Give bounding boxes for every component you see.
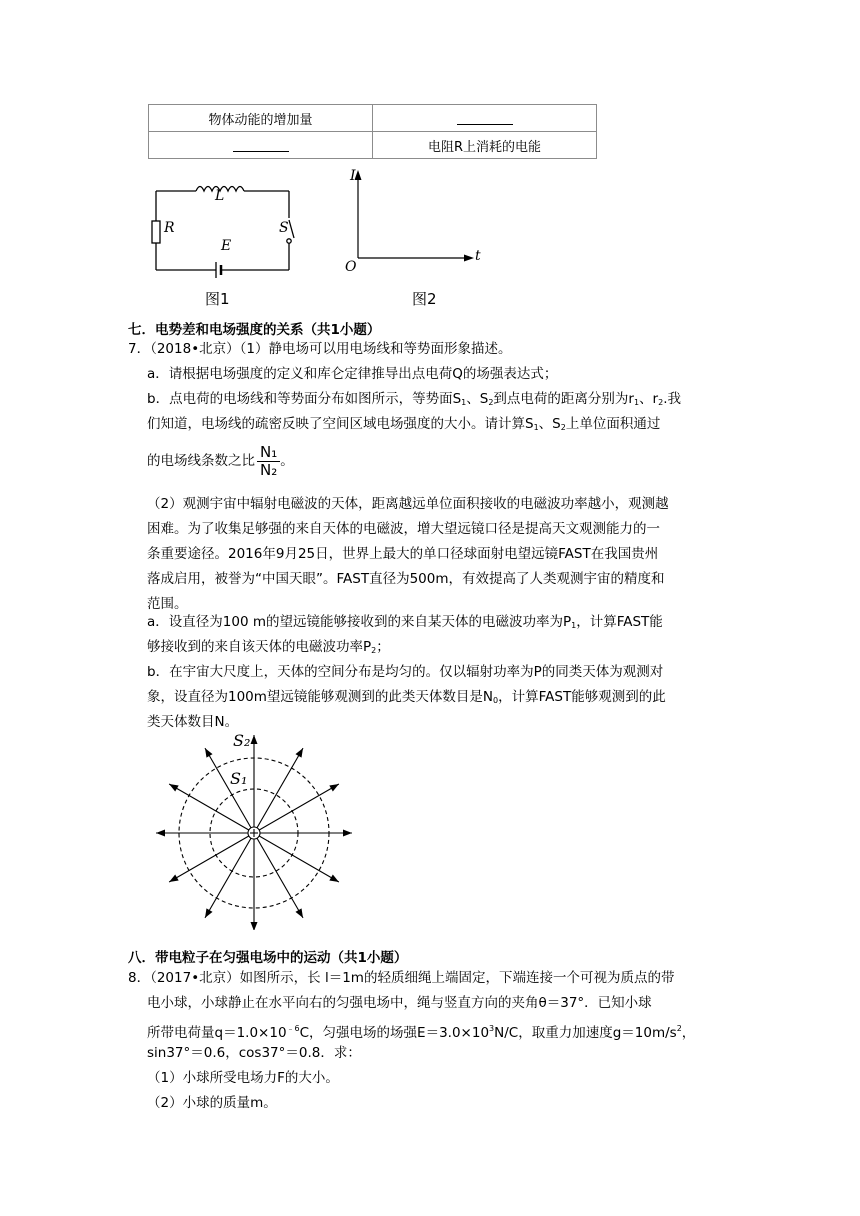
q8-line6: （2）小球的质量m。 [147, 1095, 277, 1111]
field-line [169, 784, 254, 833]
q7-part2-line4: 落成启用，被誉为“中国天眼”。FAST直径为500m，有效提高了人类观测宇宙的精度和 [147, 571, 665, 587]
field-arrowhead [329, 874, 339, 882]
graph-figure [340, 166, 485, 276]
it-axes [340, 166, 485, 276]
field-arrowhead [156, 830, 165, 837]
s2-label: S₂ [233, 731, 251, 750]
q7-part2-line3: 条重要途径。2016年9月25日，世界上最大的单口径球面射电望远镜FAST在我国贵州 [147, 546, 659, 562]
field-arrowhead [295, 908, 303, 918]
q8-line5: （1）小球所受电场力F的大小。 [147, 1070, 339, 1086]
field-arrowhead [169, 874, 179, 882]
q7-intro: 7．（2018•北京）（1）静电场可以用电场线和等势面形象描述。 [128, 341, 512, 357]
q7-part-b-line3: 的电场线条数之比 $\frac{\text{N₁}}{\text{N₂}}$ 。 [147, 442, 294, 479]
field-line [205, 833, 254, 918]
field-arrowhead [251, 922, 258, 930]
q7-part2-line2: 困难。为了收集足够强的来自天体的电磁波，增大望远镜口径是提高天文观测能力的一 [147, 521, 660, 537]
q8-line2: 电小球，小球静止在水平向右的匀强电场中，绳与竖直方向的夹角θ＝37°．已知小球 [147, 995, 652, 1011]
q7-part2-line1: （2）观测宇宙中辐射电磁波的天体，距离越远单位面积接收的电磁波功率越小，观测越 [147, 496, 669, 512]
resistor-label: R [164, 220, 175, 236]
field-line [205, 748, 254, 833]
origin-label: O [345, 259, 357, 275]
field-arrowhead [329, 784, 339, 792]
field-arrowhead [251, 735, 258, 744]
figure2-caption: 图2 [412, 290, 437, 308]
section-7-title: 七．电势差和电场强度的关系（共1小题） [128, 322, 381, 338]
inductor-label: L [215, 188, 225, 204]
q7-part2-b-line1: b．在宇宙大尺度上，天体的空间分布是均匀的。仅以辐射功率为P的同类天体为观测对 [147, 664, 664, 680]
table-row [149, 105, 597, 132]
x-axis-label: t [475, 248, 481, 264]
table-cell [149, 132, 373, 159]
q7-part2-a-line2: 够接收到的来自该天体的电磁波功率$P_2$； [147, 639, 390, 655]
q7-part-b-line1: b．点电荷的电场线和等势面分布如图所示，等势面$S_1$、$S_2$到点电荷的距离分别为$r_1$、$r_2$.我 [147, 391, 682, 407]
q7-part2-b-line3: 类天体数目N。 [147, 714, 239, 730]
field-lines-figure [148, 725, 362, 930]
field-arrowhead [295, 748, 303, 758]
q8-line4: sin37°＝0.6，cos37°＝0.8．求： [147, 1045, 361, 1061]
q7-part-b-line2: 们知道，电场线的疏密反映了空间区域电场强度的大小。请计算$S_1$、$S_2$上单位面积通过 [147, 416, 661, 432]
q8-line1: 8．（2017•北京）如图所示，长 l＝1m的轻质细绳上端固定，下端连接一个可视为质点的带 [128, 970, 675, 986]
table-row [149, 132, 597, 159]
answer-blank [233, 139, 289, 152]
ratio-fraction: $\frac{\text{N₁}}{\text{N₂}}$ [257, 444, 280, 479]
q8-line3: 所带电荷量$q=1.0\times 10^{﹣6}C$，匀强电场的场强$E=3.0\times 10^3N/C$，取重力加速度$g=10m/s^2$， [147, 1024, 696, 1041]
table-cell: 物体动能的增加量 [149, 105, 373, 132]
circuit-figure [148, 178, 298, 278]
field-line [169, 833, 254, 882]
q7-part2-b-line2: 象，设直径为100m望远镜能够观测到的此类天体数目是$N_0$，计算FAST能够观测到的此 [147, 689, 666, 705]
energy-table [148, 104, 597, 159]
q7-part-a: a．请根据电场强度的定义和库仑定律推导出点电荷Q的场强表达式； [147, 366, 558, 382]
field-arrowhead [205, 748, 213, 758]
field-lines-diagram [148, 725, 362, 930]
y-axis-label: I [350, 168, 356, 184]
field-line [254, 833, 303, 918]
table-cell [373, 105, 597, 132]
answer-blank [457, 112, 513, 125]
figure1-caption: 图1 [205, 290, 230, 308]
battery-label: E [221, 238, 232, 254]
switch-label: S [279, 220, 289, 236]
field-arrowhead [343, 830, 352, 837]
field-arrowhead [169, 784, 179, 792]
s1-label: S₁ [230, 769, 248, 788]
field-line [254, 833, 339, 882]
q7-part2-a-line1: a．设直径为100 m的望远镜能够接收到的来自某天体的电磁波功率为$P_1$，计算FAST能 [147, 614, 663, 630]
section-8-title: 八．带电粒子在匀强电场中的运动（共1小题） [128, 950, 408, 966]
table-cell: 电阻R上消耗的电能 [373, 132, 597, 159]
field-arrowhead [205, 908, 213, 918]
q7-part2-line5: 范围。 [147, 596, 188, 612]
